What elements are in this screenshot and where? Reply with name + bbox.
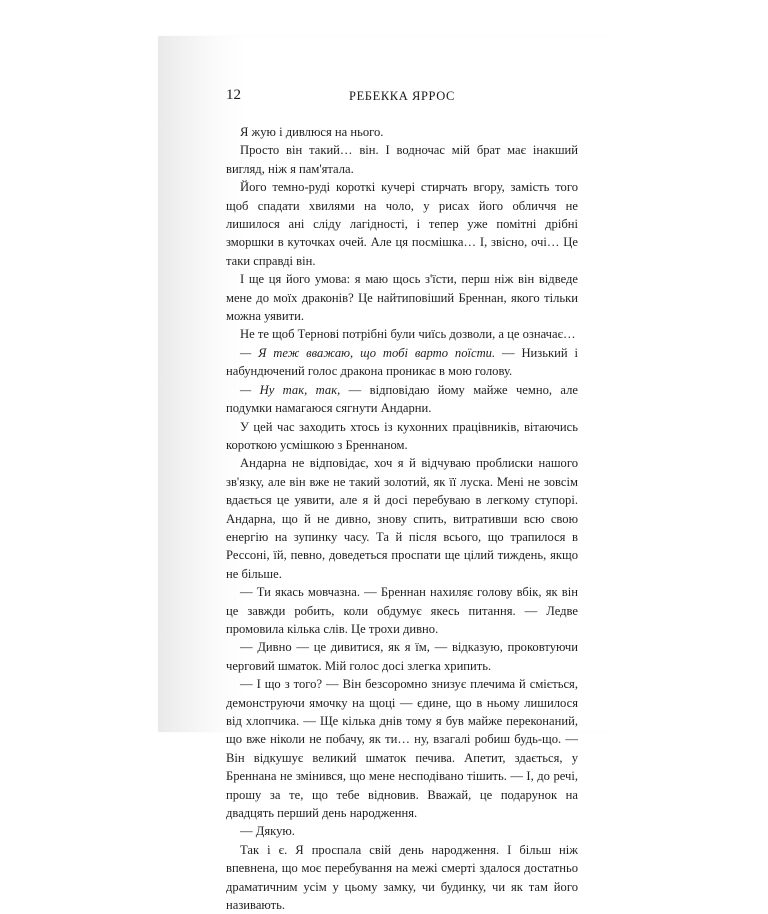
paragraph: — І що з того? — Він безсоромно знизує плечима й сміється, демонструючи ямочку на щоці — єдине, що в ньому лишилося від хлопчика. — Ще кілька днів тому я був майже переконаний, що вже ніколи не побачу, як ти… ну, взагалі робиш будь-що. — Він відкушує великий шматок печива. Апетит, здається, у Бреннана не змінився, що мене несподівано тішить. — І, до речі, прошу за те, що тебе відновив. Вважай, це подарунок на двадцять перший день народження. <box>226 677 578 821</box>
paragraph: — Дивно — це дивитися, як я їм, — відказую, проковтуючи черговий шматок. Мій голос досі злегка хрипить. <box>226 640 578 673</box>
page-number: 12 <box>226 87 241 103</box>
page-header <box>226 85 578 105</box>
page-body <box>226 123 578 914</box>
paragraph: — Ну так, так, — відповідаю йому майже чемно, але подумки намагаюся сягнути Андарни. <box>226 382 579 416</box>
paragraph: Андарна не відповідає, хоч я й відчуваю проблиски нашого зв'язку, але він вже не такий золотий, як її луска. Мені не зовсім вдається це уявити, але я й досі перебуваю в легкому ступорі. Андарна, що й не дивно, знову спить, витративши всю свою енергію на зупинку часу. Та й після всього, що трапилося в Рессоні, їй, певно, доведеться проспати ще цілий тиждень, якщо не більше. <box>226 456 578 581</box>
italic-dialogue: — Я теж вважаю, що тобі варто поїсти. <box>240 345 496 360</box>
paragraph: Просто він такий… він. І водночас мій брат має інакший вигляд, ніж я пам'ятала. <box>226 143 578 176</box>
italic-dialogue: — Ну так, так, <box>240 382 341 397</box>
paragraph: Його темно-руді короткі кучері стирчать вгору, замість того щоб спадати хвилями на чоло, у рисах його обличчя не лишилося ані сліду лагідності, і тепер уже помітні дрібні зморшки в куточках очей. Але ця посмішка… І, звісно, очі… Це таки справді він. <box>226 180 578 268</box>
paragraph: Так і є. Я проспала свій день народження. І більш ніж впевнена, що моє перебування на межі смерті здалося достатньо драматичним усім у цьому замку, чи будинку, чи як там його називають. <box>226 842 578 913</box>
book-page <box>158 36 610 913</box>
paragraph: У цей час заходить хтось із кухонних працівників, вітаючись короткою усмішкою з Бреннаном. <box>226 419 578 452</box>
paragraph: — Дякую. <box>240 824 295 839</box>
paragraph: Не те щоб Тернові потрібні були чиїсь дозволи, а це означає… <box>240 327 576 342</box>
paragraph: Я жую і дивлюся на нього. <box>240 125 384 139</box>
running-head: РЕБЕККА ЯРРОС <box>349 89 455 103</box>
paragraph: — Ти якась мовчазна. — Бреннан нахиляє голову вбік, як він це завжди робить, коли обдумує якесь питання. — Ледве промовила кілька слів. Це трохи дивно. <box>226 585 578 636</box>
paragraph: І ще ця його умова: я маю щось з'їсти, перш ніж він відведе мене до моїх драконів? Це найтиповіший Бреннан, якого тільки можна уявити. <box>226 272 578 324</box>
paragraph: — Я теж вважаю, що тобі варто поїсти. — Низький і набундючений голос дракона проникає в мою голову. <box>226 345 578 379</box>
